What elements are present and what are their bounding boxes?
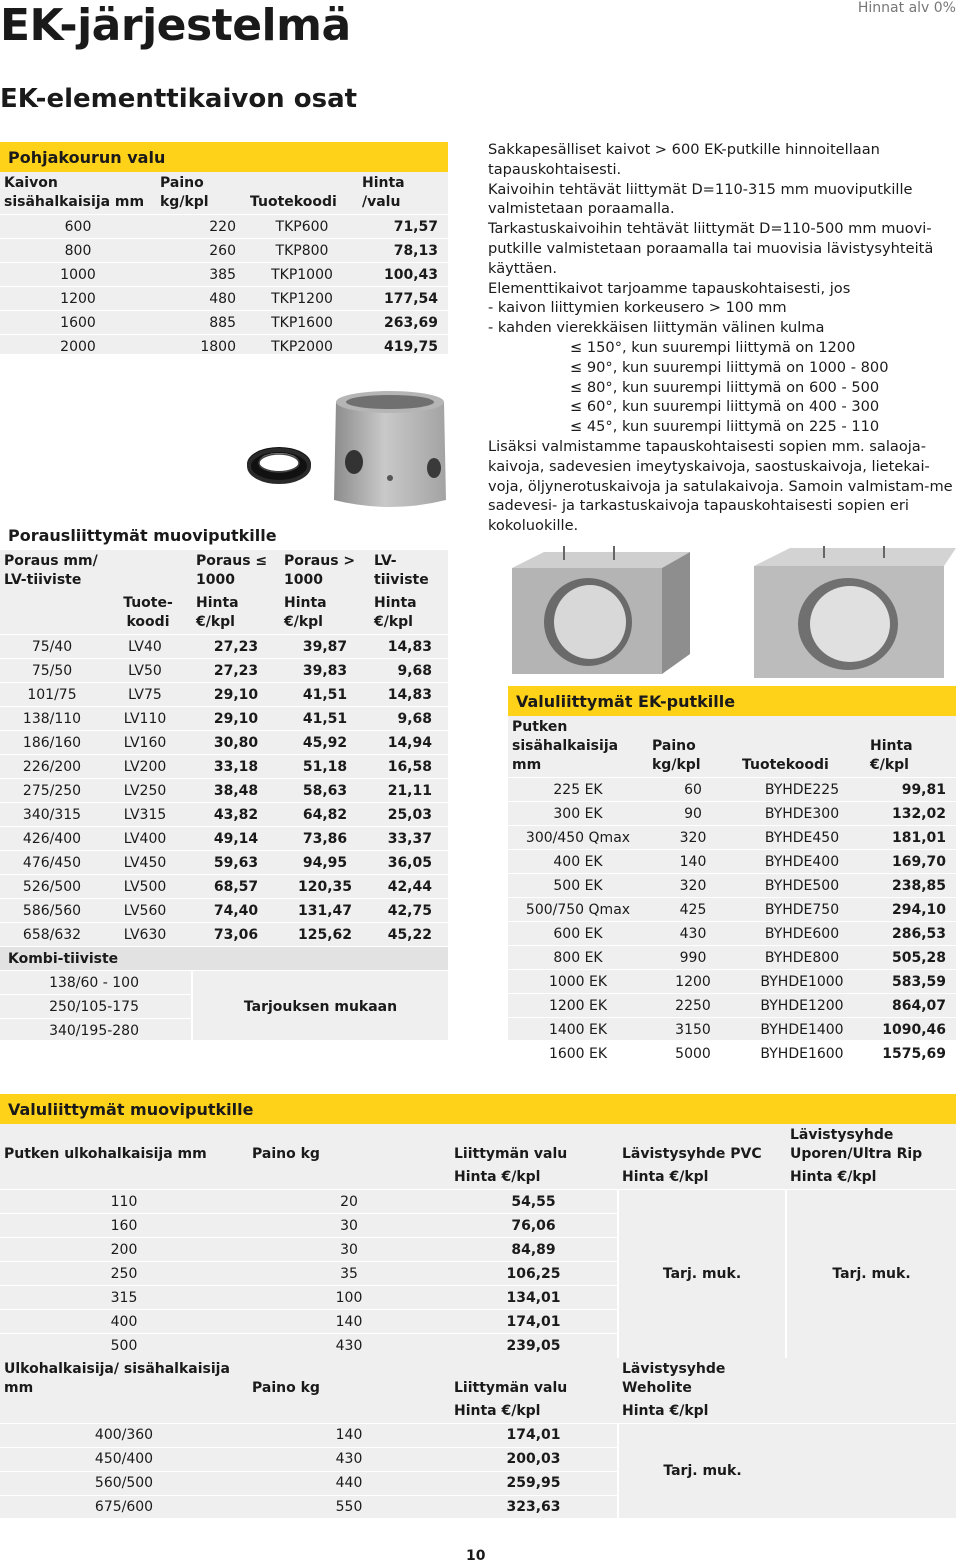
table-cell: BYHDE300	[738, 802, 866, 826]
table-row	[0, 263, 448, 287]
table-cell: 36,05	[370, 851, 448, 875]
table-cell: 33,37	[370, 827, 448, 851]
table-cell: 340/195-280	[0, 1019, 192, 1043]
table-cell: 42,44	[370, 875, 448, 899]
table-row	[508, 922, 956, 946]
table-cell: 9,68	[370, 659, 448, 683]
column-header: Lävistysyhde PVC	[622, 1146, 762, 1162]
table-cell: 75/50	[0, 659, 104, 683]
table-cell: 550	[248, 1495, 450, 1519]
table-cell: 35	[248, 1262, 450, 1286]
column-header: Putken ulkohalkaisija mm	[4, 1146, 207, 1162]
table-cell: 100,43	[358, 263, 448, 287]
table-cell: 260	[156, 239, 246, 263]
table-cell: 125,62	[280, 923, 370, 947]
merged-price-pvc: Tarj. muk.	[618, 1190, 786, 1358]
table-cell: 42,75	[370, 899, 448, 923]
angle-item: ≤ 45°, kun suurempi liittymä on 225 - 110	[570, 418, 880, 436]
column-header: Poraus ≤ 1000	[196, 553, 268, 588]
table-cell: 100	[248, 1286, 450, 1310]
table-cell: 1200 EK	[508, 994, 648, 1018]
table-cell: BYHDE400	[738, 850, 866, 874]
porausliittymat-table	[0, 550, 448, 1043]
ring-gasket-photo	[244, 444, 314, 490]
table-cell: 425	[648, 898, 738, 922]
table-cell: 2250	[648, 994, 738, 1018]
table-row	[0, 287, 448, 311]
table-cell: 59,63	[192, 851, 280, 875]
table-cell: 263,69	[358, 311, 448, 335]
table-cell: 320	[648, 874, 738, 898]
price-note: Hinnat alv 0%	[857, 0, 956, 16]
info-p6: - kahden vierekkäisen liittymän välinen kulma	[488, 319, 825, 337]
valu-ek-title: Valuliittymät EK-putkille	[508, 686, 956, 716]
table-cell: 101/75	[0, 683, 104, 707]
table-cell: LV40	[104, 635, 192, 659]
table-row	[0, 1190, 956, 1214]
table-cell: LV560	[104, 899, 192, 923]
column-header: Paino kg	[252, 1379, 320, 1396]
table-cell: 140	[248, 1310, 450, 1334]
valu-muovi-title: Valuliittymät muoviputkille	[0, 1094, 956, 1124]
table-cell: 20	[248, 1190, 450, 1214]
info-p2: Kaivoihin tehtävät liittymät D=110-315 mm muoviputkille valmistetaan poraamalla.	[488, 180, 913, 218]
valu-muovi-header-row-2	[0, 1358, 956, 1400]
table-cell: LV400	[104, 827, 192, 851]
column-header	[104, 550, 192, 592]
table-cell: 275/250	[0, 779, 104, 803]
table-cell: 1000 EK	[508, 970, 648, 994]
table-cell: 400 EK	[508, 850, 648, 874]
table-row	[0, 635, 448, 659]
table-cell: 16,58	[370, 755, 448, 779]
table-cell: 41,51	[280, 707, 370, 731]
table-cell: 140	[648, 850, 738, 874]
angle-item: ≤ 60°, kun suurempi liittymä on 400 - 300	[570, 398, 880, 416]
table-row	[0, 899, 448, 923]
table-row	[508, 970, 956, 994]
column-header: Liittymän valu	[454, 1146, 568, 1162]
table-cell: 658/632	[0, 923, 104, 947]
table-cell: 560/500	[0, 1471, 248, 1495]
table-row	[0, 923, 448, 947]
table-cell: 60	[648, 778, 738, 802]
table-cell: TKP2000	[246, 335, 358, 359]
table-cell: 320	[648, 826, 738, 850]
table-cell: BYHDE1400	[738, 1018, 866, 1042]
table-cell: 476/450	[0, 851, 104, 875]
table-cell: 430	[648, 922, 738, 946]
pohjakouru-title: Pohjakourun valu	[0, 142, 448, 172]
column-subheader: Hinta €/kpl	[454, 1169, 541, 1185]
table-cell: BYHDE500	[738, 874, 866, 898]
table-cell: 1800	[156, 335, 246, 359]
table-cell: 71,57	[358, 215, 448, 239]
valu-muovi-subheader-row	[0, 1166, 956, 1190]
kombi-header-row	[0, 947, 448, 971]
table-cell: 885	[156, 311, 246, 335]
table-cell: 99,81	[866, 778, 956, 802]
column-subheader: Hinta €/kpl	[622, 1169, 709, 1185]
column-header: Kaivon sisähalkaisija mm	[4, 175, 145, 210]
table-cell: 583,59	[866, 970, 956, 994]
column-header: Hinta €/kpl	[870, 738, 913, 773]
table-cell: 51,18	[280, 755, 370, 779]
table-cell: 1000	[0, 263, 156, 287]
table-cell: 140	[248, 1423, 450, 1447]
table-cell: 426/400	[0, 827, 104, 851]
table-cell: 25,03	[370, 803, 448, 827]
column-header: Ulkohalkaisija/ sisähalkaisija mm	[4, 1360, 230, 1396]
table-cell: 73,86	[280, 827, 370, 851]
angle-item: ≤ 80°, kun suurempi liittymä on 600 - 500	[570, 378, 880, 396]
merged-price-uporen: Tarj. muk.	[786, 1190, 956, 1358]
column-subheader: Hinta €/kpl	[790, 1169, 877, 1185]
table-cell: 225 EK	[508, 778, 648, 802]
table-cell: LV630	[104, 923, 192, 947]
table-row	[508, 850, 956, 874]
table-cell: 68,57	[192, 875, 280, 899]
table-cell: 39,83	[280, 659, 370, 683]
table-cell: 14,83	[370, 683, 448, 707]
table-cell: 315	[0, 1286, 248, 1310]
table-cell: 200,03	[450, 1447, 618, 1471]
table-cell: 526/500	[0, 875, 104, 899]
table-cell: 385	[156, 263, 246, 287]
column-header: Liittymän valu	[454, 1379, 568, 1396]
table-row	[508, 778, 956, 802]
table-cell: 250/105-175	[0, 995, 192, 1019]
table-cell: 90	[648, 802, 738, 826]
table-row	[0, 215, 448, 239]
page-title: EK-järjestelmä	[0, 0, 351, 51]
table-cell: 259,95	[450, 1471, 618, 1495]
table-cell: 800	[0, 239, 156, 263]
column-header: Hinta /valu	[362, 175, 405, 210]
table-cell: 174,01	[450, 1310, 618, 1334]
table-cell: 400	[0, 1310, 248, 1334]
pohjakouru-table	[0, 172, 448, 359]
angle-item: ≤ 150°, kun suurempi liittymä on 1200	[570, 338, 856, 356]
table-row	[508, 1042, 956, 1066]
table-row	[0, 1423, 956, 1447]
pohjakouru-header-row	[0, 172, 448, 215]
valu-ek-box	[508, 686, 956, 1062]
table-cell: 177,54	[358, 287, 448, 311]
table-cell: 41,51	[280, 683, 370, 707]
info-p4: Elementtikaivot tarjoamme tapauskohtaisesti, jos	[488, 279, 851, 297]
porausliittymat-subheader-row	[0, 592, 448, 635]
info-text	[488, 140, 956, 536]
table-cell: 600 EK	[508, 922, 648, 946]
table-cell: BYHDE1600	[738, 1042, 866, 1066]
table-cell: 120,35	[280, 875, 370, 899]
table-cell: 30	[248, 1214, 450, 1238]
table-cell: 30,80	[192, 731, 280, 755]
info-p7: Lisäksi valmistamme tapauskohtaisesti sopien mm. salaoja-kaivoja, sadevesien imeytyskaivoja, saostuskaivoja, lietekai-voja, öljynerotuskaivoja ja satulakaivoja. Samoin valmistam-me sadevesi- ja tarkastuskaivoja tapauskohtaisesti sopien eri kokoluokille.	[488, 437, 953, 535]
valu-ek-table	[508, 716, 956, 1066]
kombi-price: Tarjouksen mukaan	[192, 971, 448, 1043]
table-cell: 138/110	[0, 707, 104, 731]
table-cell: 500	[0, 1334, 248, 1358]
table-cell: LV160	[104, 731, 192, 755]
table-cell: 78,13	[358, 239, 448, 263]
column-header: Poraus mm/ LV-tiiviste	[4, 553, 98, 588]
column-header: Putken sisähalkaisija mm	[512, 719, 619, 773]
table-cell: 440	[248, 1471, 450, 1495]
empty-cell	[786, 1423, 956, 1519]
column-subheader: Hinta €/kpl	[454, 1402, 541, 1419]
table-cell: TKP800	[246, 239, 358, 263]
table-cell: 340/315	[0, 803, 104, 827]
column-subheader: Hinta €/kpl	[622, 1402, 709, 1419]
well-elements-photo	[504, 546, 956, 682]
table-cell: 138/60 - 100	[0, 971, 192, 995]
table-cell: 186/160	[0, 731, 104, 755]
table-cell: 39,87	[280, 635, 370, 659]
table-row	[0, 755, 448, 779]
table-cell: 21,11	[370, 779, 448, 803]
column-header: Paino kg/kpl	[160, 175, 209, 210]
table-cell: 29,10	[192, 683, 280, 707]
table-cell: 9,68	[370, 707, 448, 731]
column-header: Paino kg	[252, 1146, 320, 1162]
table-cell: 75/40	[0, 635, 104, 659]
table-cell: 43,82	[192, 803, 280, 827]
table-cell: LV110	[104, 707, 192, 731]
table-cell: 45,92	[280, 731, 370, 755]
column-subheader: Hinta €/kpl	[374, 595, 417, 630]
table-cell: 38,48	[192, 779, 280, 803]
table-row	[508, 874, 956, 898]
table-cell: LV50	[104, 659, 192, 683]
table-row	[508, 946, 956, 970]
table-cell: 2000	[0, 335, 156, 359]
table-cell: 106,25	[450, 1262, 618, 1286]
column-header	[786, 1358, 956, 1400]
pohjakouru-box	[0, 142, 448, 354]
table-cell: BYHDE450	[738, 826, 866, 850]
column-header: Paino kg/kpl	[652, 738, 701, 773]
table-row	[0, 779, 448, 803]
table-cell: BYHDE800	[738, 946, 866, 970]
section-title: EK-elementtikaivon osat	[0, 84, 358, 114]
table-cell: 84,89	[450, 1238, 618, 1262]
table-cell: 49,14	[192, 827, 280, 851]
table-cell: 238,85	[866, 874, 956, 898]
table-cell: 226/200	[0, 755, 104, 779]
column-subheader	[248, 1400, 450, 1424]
column-subheader: Hinta €/kpl	[196, 595, 239, 630]
table-cell: 110	[0, 1190, 248, 1214]
table-cell: 58,63	[280, 779, 370, 803]
valu-ek-header-row	[508, 716, 956, 778]
table-cell: 990	[648, 946, 738, 970]
table-cell: 94,95	[280, 851, 370, 875]
table-cell: LV200	[104, 755, 192, 779]
table-cell: 294,10	[866, 898, 956, 922]
valu-muovi-box	[0, 1094, 956, 1518]
table-cell: 1400 EK	[508, 1018, 648, 1042]
table-cell: LV250	[104, 779, 192, 803]
angle-item: ≤ 90°, kun suurempi liittymä on 1000 - 800	[570, 358, 889, 376]
column-header: Lävistysyhde Uporen/Ultra Rip	[790, 1127, 923, 1162]
table-cell: TKP1000	[246, 263, 358, 287]
column-subheader	[0, 1166, 248, 1190]
valu-muovi-header-row	[0, 1124, 956, 1166]
table-cell: 450/400	[0, 1447, 248, 1471]
table-cell: 64,82	[280, 803, 370, 827]
table-cell: LV500	[104, 875, 192, 899]
concrete-well-photo	[330, 388, 450, 516]
table-row	[0, 875, 448, 899]
table-cell: BYHDE1000	[738, 970, 866, 994]
table-row	[0, 971, 448, 995]
table-cell: 800 EK	[508, 946, 648, 970]
table-cell: 430	[248, 1447, 450, 1471]
column-header: Poraus > 1000	[284, 553, 356, 588]
table-row	[0, 827, 448, 851]
porausliittymat-title: Porausliittymät muoviputkille	[0, 520, 448, 550]
table-cell: 1200	[0, 287, 156, 311]
table-cell: 1090,46	[866, 1018, 956, 1042]
table-row	[0, 731, 448, 755]
table-row	[0, 803, 448, 827]
table-row	[508, 1018, 956, 1042]
table-cell: TKP1600	[246, 311, 358, 335]
table-cell: LV315	[104, 803, 192, 827]
table-cell: LV75	[104, 683, 192, 707]
table-cell: 1600	[0, 311, 156, 335]
table-cell: BYHDE225	[738, 778, 866, 802]
page-number: 10	[466, 1548, 486, 1564]
table-cell: 286,53	[866, 922, 956, 946]
table-cell: 160	[0, 1214, 248, 1238]
info-p5: - kaivon liittymien korkeusero > 100 mm	[488, 299, 787, 317]
table-cell: 169,70	[866, 850, 956, 874]
table-cell: 864,07	[866, 994, 956, 1018]
table-cell: 29,10	[192, 707, 280, 731]
table-cell: 76,06	[450, 1214, 618, 1238]
angle-list	[488, 338, 956, 437]
kombi-label: Kombi-tiiviste	[0, 947, 448, 971]
table-cell: 250	[0, 1262, 248, 1286]
column-header: Tuotekoodi	[742, 757, 829, 773]
table-cell: 54,55	[450, 1190, 618, 1214]
table-cell: 400/360	[0, 1423, 248, 1447]
table-cell: BYHDE600	[738, 922, 866, 946]
table-cell: 323,63	[450, 1495, 618, 1519]
table-cell: 1600 EK	[508, 1042, 648, 1066]
table-cell: 430	[248, 1334, 450, 1358]
table-cell: BYHDE1200	[738, 994, 866, 1018]
table-cell: 300 EK	[508, 802, 648, 826]
table-row	[0, 659, 448, 683]
info-p1: Sakkapesälliset kaivot > 600 EK-putkille hinnoitellaan tapauskohtaisesti.	[488, 141, 880, 178]
column-subheader	[0, 592, 104, 635]
table-cell: 14,83	[370, 635, 448, 659]
table-cell: TKP600	[246, 215, 358, 239]
table-cell: BYHDE750	[738, 898, 866, 922]
table-cell: 480	[156, 287, 246, 311]
table-cell: 30	[248, 1238, 450, 1262]
column-subheader: Tuote- koodi	[123, 595, 173, 630]
table-cell: 500 EK	[508, 874, 648, 898]
table-cell: 132,02	[866, 802, 956, 826]
table-cell: 505,28	[866, 946, 956, 970]
column-subheader	[248, 1166, 450, 1190]
table-cell: 675/600	[0, 1495, 248, 1519]
table-cell: 27,23	[192, 659, 280, 683]
porausliittymat-header-row	[0, 550, 448, 592]
table-cell: 74,40	[192, 899, 280, 923]
table-row	[0, 707, 448, 731]
valu-muovi-table	[0, 1124, 956, 1519]
valu-muovi-subheader-row-2	[0, 1400, 956, 1424]
column-subheader	[786, 1400, 956, 1424]
table-row	[0, 335, 448, 359]
table-row	[508, 898, 956, 922]
table-row	[0, 851, 448, 875]
table-cell: 5000	[648, 1042, 738, 1066]
table-cell: 586/560	[0, 899, 104, 923]
table-cell: 300/450 Qmax	[508, 826, 648, 850]
table-cell: 27,23	[192, 635, 280, 659]
column-subheader	[0, 1400, 248, 1424]
table-row	[0, 239, 448, 263]
table-cell: 419,75	[358, 335, 448, 359]
table-cell: 45,22	[370, 923, 448, 947]
table-cell: 73,06	[192, 923, 280, 947]
table-cell: 200	[0, 1238, 248, 1262]
table-row	[508, 802, 956, 826]
table-cell: 33,18	[192, 755, 280, 779]
table-cell: 1200	[648, 970, 738, 994]
table-cell: 134,01	[450, 1286, 618, 1310]
table-cell: 3150	[648, 1018, 738, 1042]
info-p3: Tarkastuskaivoihin tehtävät liittymät D=110-500 mm muovi-putkille valmistetaan poraamalla tai muovisia lävistysyhteitä käyttäen.	[488, 220, 934, 277]
column-subheader: Hinta €/kpl	[284, 595, 327, 630]
column-header: Tuotekoodi	[250, 194, 337, 210]
table-cell: 131,47	[280, 899, 370, 923]
table-cell: 500/750 Qmax	[508, 898, 648, 922]
table-row	[0, 311, 448, 335]
table-cell: 220	[156, 215, 246, 239]
table-row	[508, 826, 956, 850]
table-row	[0, 683, 448, 707]
porausliittymat-box	[0, 520, 448, 1040]
table-cell: LV450	[104, 851, 192, 875]
table-cell: 239,05	[450, 1334, 618, 1358]
table-cell: 181,01	[866, 826, 956, 850]
table-cell: TKP1200	[246, 287, 358, 311]
table-cell: 174,01	[450, 1423, 618, 1447]
table-cell: 600	[0, 215, 156, 239]
table-cell: 1575,69	[866, 1042, 956, 1066]
column-header: Lävistysyhde Weholite	[622, 1360, 726, 1396]
column-header: LV- tiiviste	[374, 553, 429, 588]
merged-price-weholite: Tarj. muk.	[618, 1423, 786, 1519]
table-cell: 14,94	[370, 731, 448, 755]
table-row	[508, 994, 956, 1018]
